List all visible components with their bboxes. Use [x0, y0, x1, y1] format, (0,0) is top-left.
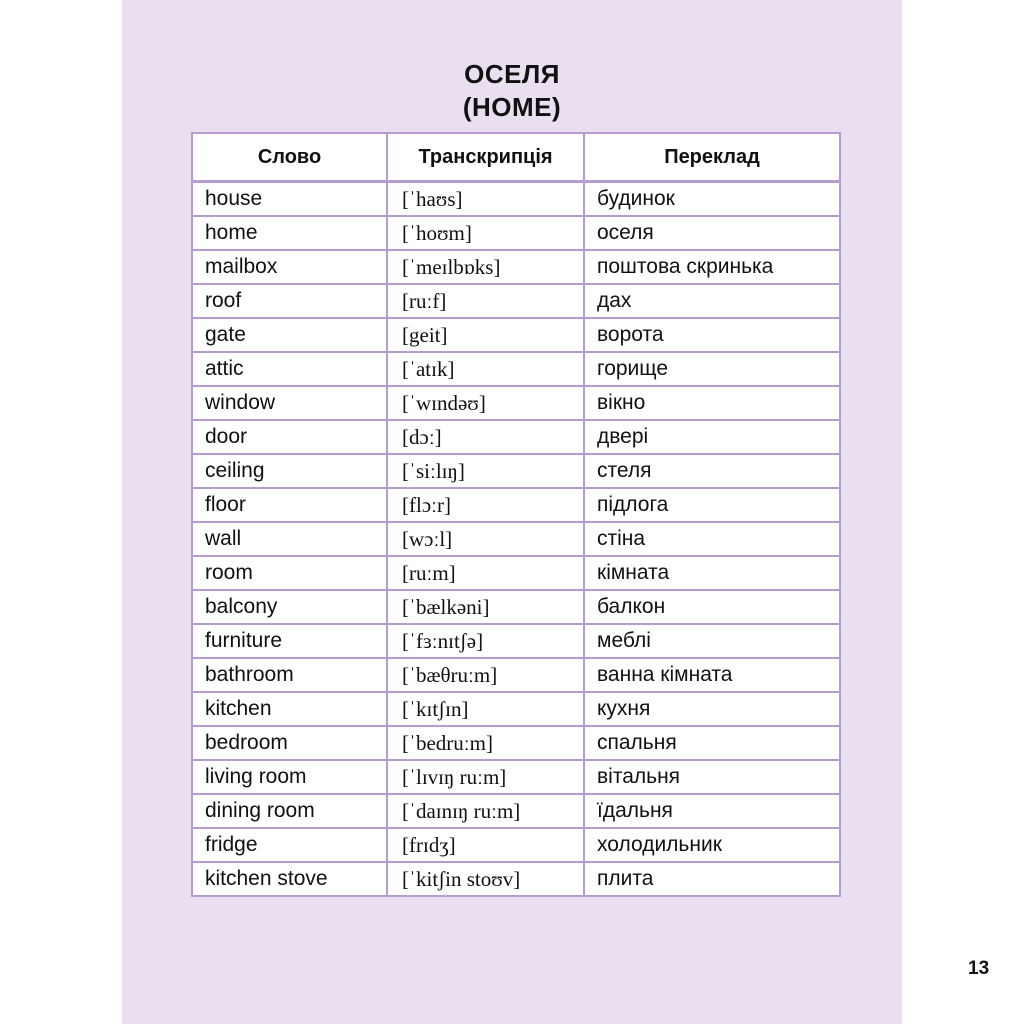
- table-row: [192, 318, 840, 352]
- cell-word: attic: [192, 352, 387, 386]
- cell-word: roof: [192, 284, 387, 318]
- table-row: [192, 760, 840, 794]
- cell-transcription: [frɪdʒ]: [387, 828, 584, 862]
- cell-word: home: [192, 216, 387, 250]
- cell-transcription: [flɔːr]: [387, 488, 584, 522]
- cell-word: balcony: [192, 590, 387, 624]
- cell-word: house: [192, 182, 387, 217]
- cell-word: mailbox: [192, 250, 387, 284]
- cell-transcription: [wɔːl]: [387, 522, 584, 556]
- cell-word: bathroom: [192, 658, 387, 692]
- cell-translation: кімната: [584, 556, 840, 590]
- table-row: [192, 386, 840, 420]
- cell-word: wall: [192, 522, 387, 556]
- cell-word: door: [192, 420, 387, 454]
- cell-translation: спальня: [584, 726, 840, 760]
- cell-transcription: [ˈbælkəni]: [387, 590, 584, 624]
- cell-word: floor: [192, 488, 387, 522]
- table-row: [192, 828, 840, 862]
- cell-translation: дах: [584, 284, 840, 318]
- table-row: [192, 692, 840, 726]
- table-row: [192, 352, 840, 386]
- cell-word: living room: [192, 760, 387, 794]
- cell-transcription: [dɔː]: [387, 420, 584, 454]
- cell-translation: вітальня: [584, 760, 840, 794]
- book-page: [122, 0, 990, 1024]
- cell-translation: стеля: [584, 454, 840, 488]
- page-number: 13: [968, 958, 990, 979]
- cell-word: gate: [192, 318, 387, 352]
- table-row: [192, 454, 840, 488]
- vocabulary-table: [191, 132, 841, 897]
- cell-word: ceiling: [192, 454, 387, 488]
- cell-transcription: [ˈwɪndəʊ]: [387, 386, 584, 420]
- cell-word: bedroom: [192, 726, 387, 760]
- cell-translation: поштова скринька: [584, 250, 840, 284]
- table-row: [192, 522, 840, 556]
- cell-transcription: [ˈfɜːnɪtʃə]: [387, 624, 584, 658]
- table-row: [192, 488, 840, 522]
- cell-word: window: [192, 386, 387, 420]
- table-row: [192, 216, 840, 250]
- table-row: [192, 862, 840, 896]
- cell-word: kitchen: [192, 692, 387, 726]
- vocabulary-table-body: [192, 182, 840, 897]
- cell-transcription: [ˈlɪvɪŋ ruːm]: [387, 760, 584, 794]
- cell-translation: меблі: [584, 624, 840, 658]
- page-title: ОСЕЛЯ: [464, 59, 560, 89]
- cell-translation: стіна: [584, 522, 840, 556]
- cell-translation: кухня: [584, 692, 840, 726]
- cell-translation: холодильник: [584, 828, 840, 862]
- header-translation: Переклад: [584, 133, 840, 182]
- cell-translation: балкон: [584, 590, 840, 624]
- table-row: [192, 420, 840, 454]
- cell-word: furniture: [192, 624, 387, 658]
- cell-transcription: [ˈbedruːm]: [387, 726, 584, 760]
- cell-translation: двері: [584, 420, 840, 454]
- cell-transcription: [ˈbæθruːm]: [387, 658, 584, 692]
- table-row: [192, 726, 840, 760]
- cell-transcription: [ruːm]: [387, 556, 584, 590]
- table-row: [192, 250, 840, 284]
- table-row: [192, 624, 840, 658]
- cell-word: kitchen stove: [192, 862, 387, 896]
- cell-translation: оселя: [584, 216, 840, 250]
- cell-translation: ворота: [584, 318, 840, 352]
- cell-word: fridge: [192, 828, 387, 862]
- cell-transcription: [ˈatɪk]: [387, 352, 584, 386]
- cell-transcription: [ˈsiːlɪŋ]: [387, 454, 584, 488]
- cell-translation: плита: [584, 862, 840, 896]
- cell-translation: підлога: [584, 488, 840, 522]
- table-row: [192, 284, 840, 318]
- table-row: [192, 590, 840, 624]
- table-header-row: [192, 133, 840, 182]
- cell-translation: горище: [584, 352, 840, 386]
- cell-transcription: [ˈkitʃin stoʊv]: [387, 862, 584, 896]
- cell-transcription: [ruːf]: [387, 284, 584, 318]
- cell-transcription: [ˈmeɪlbɒks]: [387, 250, 584, 284]
- cell-word: dining room: [192, 794, 387, 828]
- cell-transcription: [geit]: [387, 318, 584, 352]
- cell-transcription: [ˈhoʊm]: [387, 216, 584, 250]
- table-row: [192, 556, 840, 590]
- cell-translation: вікно: [584, 386, 840, 420]
- cell-transcription: [ˈkɪtʃɪn]: [387, 692, 584, 726]
- table-row: [192, 794, 840, 828]
- cell-transcription: [ˈhaʊs]: [387, 182, 584, 217]
- header-word: Слово: [192, 133, 387, 182]
- cell-word: room: [192, 556, 387, 590]
- table-row: [192, 182, 840, 217]
- header-transcription: Транскрипція: [387, 133, 584, 182]
- cell-transcription: [ˈdaɪnɪŋ ruːm]: [387, 794, 584, 828]
- page-subtitle: (HOME): [462, 92, 562, 122]
- cell-translation: ванна кімната: [584, 658, 840, 692]
- cell-translation: їдальня: [584, 794, 840, 828]
- table-row: [192, 658, 840, 692]
- cell-translation: будинок: [584, 182, 840, 217]
